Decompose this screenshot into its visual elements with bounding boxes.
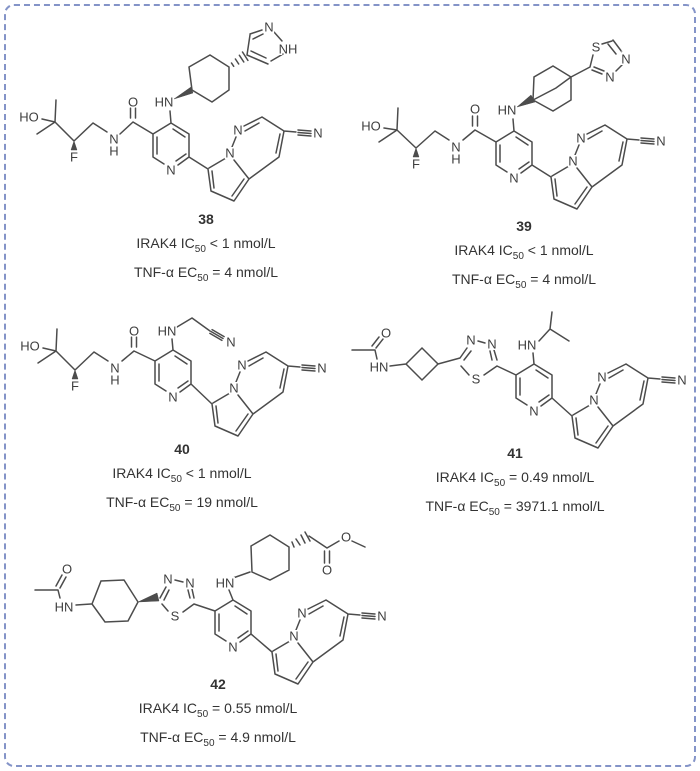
stereo-wedge-amine	[174, 87, 193, 99]
ec50-value: = 4 nmol/L	[526, 270, 597, 287]
atom-label: N	[597, 369, 607, 385]
structure-compound-40	[20, 318, 326, 436]
ic50-value: < 1 nmol/L	[181, 465, 252, 481]
atom-label: N	[605, 69, 615, 85]
atom-label: N	[168, 389, 178, 405]
structure-compound-41	[352, 312, 687, 448]
atom-label: N	[233, 122, 243, 138]
caption-compound-41	[375, 444, 655, 524]
atom-label: HN	[215, 575, 235, 591]
structure-compound-39	[361, 40, 665, 210]
atom-label: N	[264, 19, 274, 35]
ec50-label: TNF-α EC	[106, 493, 170, 510]
compound-number: 41	[507, 445, 523, 461]
caption-compound-40	[42, 440, 322, 520]
atom-label: N	[297, 605, 307, 621]
atom-label: N	[589, 392, 599, 408]
atom-label: N	[656, 133, 666, 149]
atom-label: N	[289, 628, 299, 644]
atom-label: N	[317, 360, 327, 376]
atom-label: HO	[19, 109, 39, 125]
ic50-subscript: 50	[494, 477, 506, 489]
ic50-label: IRAK4 IC	[435, 469, 495, 485]
atom-label: O	[380, 325, 392, 341]
ic50-subscript: 50	[512, 250, 524, 262]
ec50-line	[375, 495, 655, 524]
atom-label: N	[568, 153, 578, 169]
atom-label: N	[576, 130, 586, 146]
ec50-subscript: 50	[169, 502, 181, 514]
ec50-subscript: 50	[515, 279, 527, 291]
atom-label: H	[109, 143, 119, 159]
ic50-value: = 0.55 nmol/L	[208, 700, 298, 716]
ic50-line	[375, 466, 655, 495]
ic50-value: = 0.49 nmol/L	[505, 469, 595, 485]
atom-label: N	[163, 571, 173, 587]
ic50-subscript: 50	[194, 243, 206, 255]
atom-label: HO	[20, 338, 40, 354]
atom-label: N	[229, 380, 239, 396]
ec50-label: TNF-α EC	[425, 497, 489, 514]
atom-label: N	[509, 170, 519, 186]
atom-label: S	[591, 39, 601, 55]
atom-label: N	[313, 125, 323, 141]
ic50-subscript: 50	[170, 473, 182, 485]
atom-label: O	[469, 101, 481, 117]
atom-label: O	[61, 561, 73, 577]
atom-label: N	[621, 51, 631, 67]
ec50-subscript: 50	[488, 506, 500, 518]
atom-label: HN	[369, 359, 389, 375]
atom-label: HN	[154, 94, 174, 110]
ic50-label: IRAK4 IC	[112, 465, 171, 481]
ic50-line	[66, 232, 346, 261]
atom-label: S	[471, 371, 481, 387]
atom-label: HN	[157, 323, 177, 339]
structure-compound-38	[19, 20, 322, 202]
ec50-label: TNF-α EC	[451, 270, 516, 287]
bond-path	[35, 529, 375, 684]
ec50-label: TNF-α EC	[140, 728, 204, 745]
atom-label: N	[487, 336, 497, 352]
ec50-line	[384, 268, 664, 297]
atom-label: F	[70, 149, 78, 165]
atom-label: O	[321, 562, 333, 578]
bond-path	[38, 318, 315, 436]
ec50-value: = 4 nmol/L	[208, 263, 279, 280]
atom-label: O	[340, 529, 352, 545]
atom-label: HN	[54, 599, 74, 615]
ec50-subscript: 50	[203, 737, 215, 749]
atom-label: H	[110, 372, 120, 388]
ic50-line	[384, 239, 664, 268]
atom-label: N	[529, 403, 539, 419]
atom-label: O	[127, 94, 139, 110]
atom-label: N	[166, 162, 176, 178]
bond-path	[352, 312, 675, 448]
atom-label: F	[412, 156, 420, 172]
atom-label: N	[109, 131, 119, 147]
compound-number: 40	[174, 441, 190, 457]
atom-label: F	[71, 378, 79, 394]
ec50-value: = 19 nmol/L	[180, 493, 258, 510]
ic50-value: < 1 nmol/L	[205, 235, 276, 251]
atom-label: HO	[361, 118, 381, 134]
ec50-value: = 4.9 nmol/L	[214, 728, 296, 745]
ic50-value: < 1 nmol/L	[523, 242, 594, 258]
atom-label: S	[170, 608, 180, 624]
atom-label: N	[185, 575, 195, 591]
ic50-label: IRAK4 IC	[138, 700, 198, 716]
atom-label: N	[228, 639, 238, 655]
ec50-label: TNF-α EC	[133, 263, 198, 280]
atom-label: N	[110, 360, 120, 376]
atom-label: N	[466, 332, 476, 348]
atom-label: H	[451, 151, 461, 167]
atom-label: HN	[497, 102, 517, 118]
atom-label: N	[225, 145, 235, 161]
ic50-line	[42, 462, 322, 491]
ec50-value: = 3971.1 nmol/L	[499, 497, 605, 514]
compound-number: 38	[198, 211, 214, 227]
ec50-subscript: 50	[197, 272, 209, 284]
compound-number: 39	[516, 218, 532, 234]
ec50-line	[66, 261, 346, 290]
caption-compound-42	[78, 675, 358, 755]
stereo-wedge-thiadiazole	[138, 593, 159, 602]
ec50-line	[42, 491, 322, 520]
atom-label: N	[237, 357, 247, 373]
atom-label: O	[128, 323, 140, 339]
stereo-wedge-amine	[517, 95, 535, 107]
compound-number: 42	[210, 676, 226, 692]
caption-compound-39	[384, 217, 664, 297]
ic50-label: IRAK4 IC	[454, 242, 513, 258]
atom-label: N	[226, 334, 236, 350]
ic50-label: IRAK4 IC	[136, 235, 195, 251]
atom-label: N	[677, 372, 687, 388]
atom-label: NH	[278, 41, 298, 57]
structure-compound-42	[35, 530, 387, 685]
atom-label: HN	[517, 337, 537, 353]
atom-label: N	[377, 608, 387, 624]
ic50-subscript: 50	[197, 708, 209, 720]
atom-label: N	[451, 139, 461, 155]
ec50-line	[78, 726, 358, 755]
ic50-line	[78, 697, 358, 726]
caption-compound-38	[66, 210, 346, 290]
